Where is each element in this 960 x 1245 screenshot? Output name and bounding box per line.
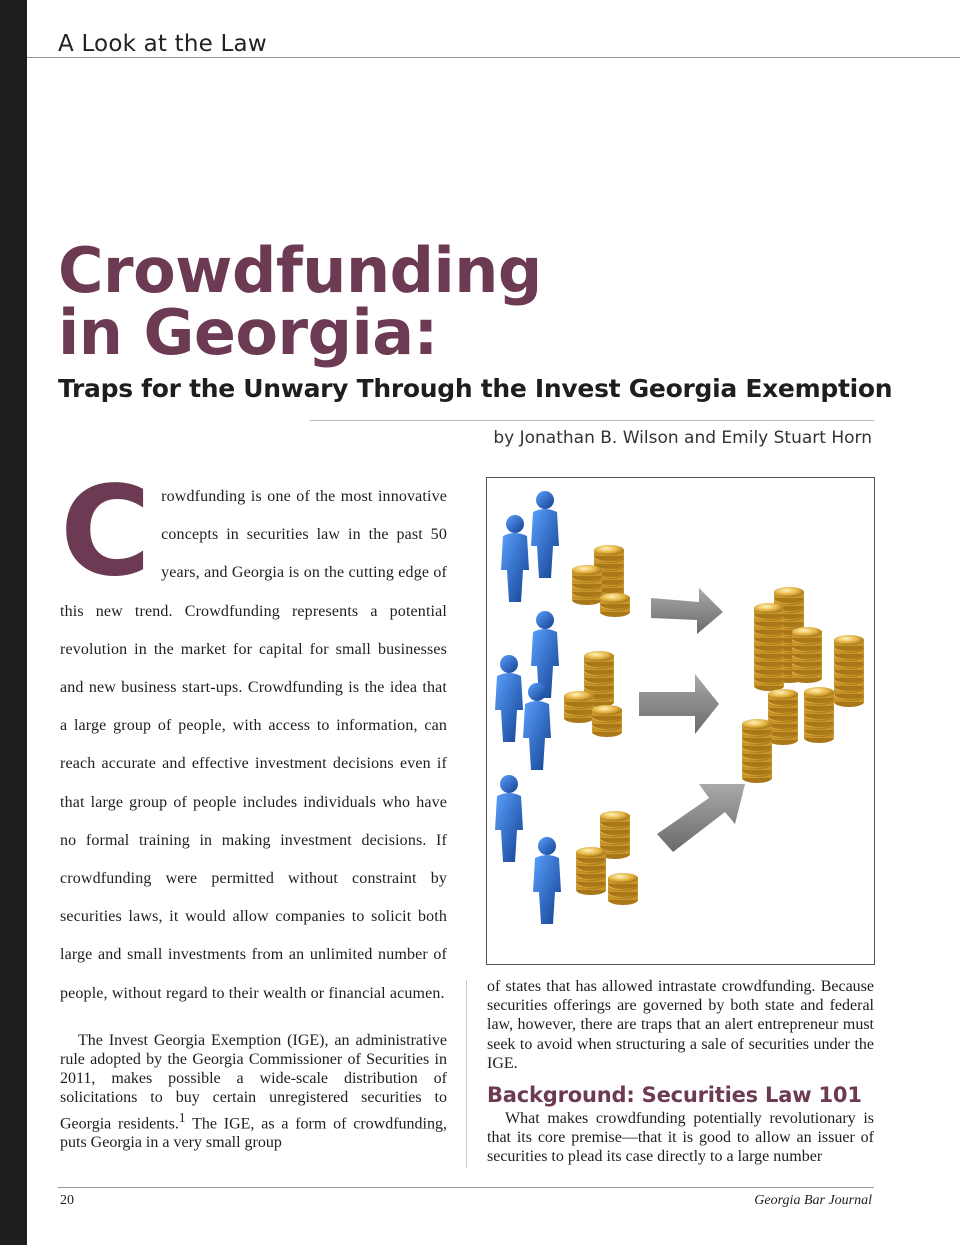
arrow-icon bbox=[639, 674, 719, 734]
paragraph-states: of states that has allowed intrastate crowdfunding. Because securities offerings are governed by both state and federal law, however, there are traps that an alert entrepreneur must seek to avoid when structuring a sale of securities under the IGE. bbox=[487, 978, 874, 1072]
column-divider bbox=[466, 980, 467, 1168]
paragraph-background: What makes crowdfunding potentially revolutionary is that its core premise—that it is good to allow an issuer of securities to plead its case directly to a large number bbox=[487, 1110, 874, 1166]
footer-divider bbox=[58, 1187, 874, 1188]
person-icon bbox=[533, 837, 561, 924]
arrow-icon bbox=[651, 588, 723, 634]
arrow-icon bbox=[657, 784, 745, 852]
person-icon bbox=[531, 491, 559, 578]
right-column bbox=[487, 977, 874, 1167]
page-number: 20 bbox=[60, 1193, 74, 1208]
page-edge-bar bbox=[0, 0, 27, 1245]
intro-paragraph bbox=[60, 460, 447, 1013]
person-icon bbox=[501, 515, 529, 602]
paragraph-ige-cont: The IGE, as a form of crowdfunding, puts Georgia in a very small group bbox=[60, 1114, 448, 1152]
header-divider bbox=[27, 57, 960, 58]
byline-divider bbox=[310, 420, 874, 421]
drop-cap: C bbox=[60, 460, 152, 604]
left-column bbox=[60, 460, 448, 1152]
paragraph-ige-text: The Invest Georgia Exemption (IGE), an administrative rule adopted by the Georgia Commissioner of Securities in 2011, makes possible a wide-scale distribution of solicitations to buy certain unregistered securities to Georgia residents. bbox=[60, 1031, 447, 1132]
intro-text: rowdfunding is one of the most innovative concepts in securities law in the past 50 years, and Georgia is on the cutting edge of this new trend. Crowdfunding represents a potential revolution in the market for capital for small businesses and new business start-ups. Crowdfunding is the idea that a large group of people, with access to information, can reach accurate and effective investment decisions even if that large group of people includes individuals who have no formal training in making investment decisions. If crowdfunding were permitted without constraint by securities laws, it would allow companies to solicit both large and small investments from an unlimited number of people, without regard to their wealth or financial acumen. bbox=[60, 488, 447, 1002]
byline: by Jonathan B. Wilson and Emily Stuart Horn bbox=[493, 428, 872, 448]
journal-name: Georgia Bar Journal bbox=[754, 1193, 872, 1208]
crowdfunding-illustration bbox=[486, 477, 875, 965]
person-icon bbox=[495, 655, 523, 742]
paragraph-ige bbox=[60, 1031, 447, 1153]
title-line-2: in Georgia: bbox=[58, 296, 438, 369]
coin-stack-icon bbox=[576, 811, 638, 905]
footnote-ref[interactable]: 1 bbox=[178, 1109, 186, 1125]
article-title bbox=[58, 234, 542, 369]
coin-stack-icon bbox=[742, 587, 864, 783]
coin-stack-icon bbox=[572, 545, 630, 617]
coin-stack-icon bbox=[564, 651, 622, 737]
article-subtitle: Traps for the Unwary Through the Invest Georgia Exemption bbox=[58, 374, 893, 403]
illustration-svg bbox=[487, 478, 874, 964]
person-icon bbox=[495, 775, 523, 862]
title-line-1: Crowdfunding bbox=[58, 234, 542, 307]
section-heading: Background: Securities Law 101 bbox=[487, 1083, 862, 1108]
section-title: A Look at the Law bbox=[58, 31, 267, 57]
